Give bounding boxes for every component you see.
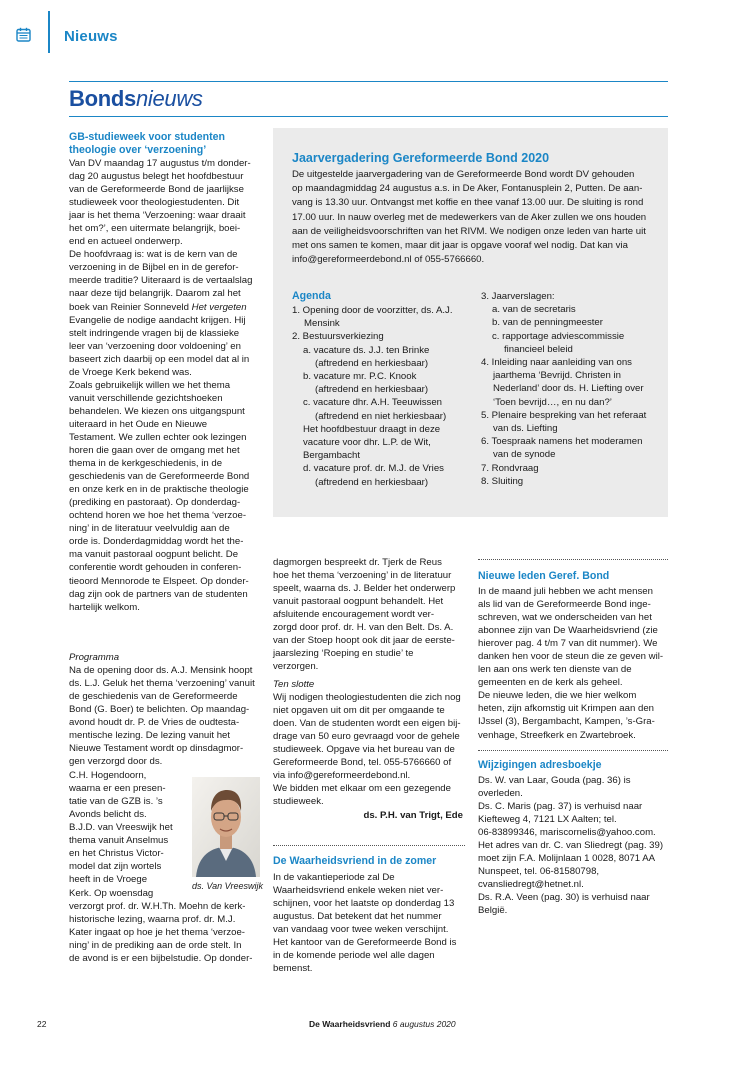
body-line: venhage, Streefkerk en Zwartebroek. (478, 729, 636, 741)
waarheidsvriend-body (273, 871, 473, 975)
body-line: en het Christus Victor- (69, 848, 164, 860)
title-rule-top (69, 81, 668, 82)
body-line: Testament. We zullen echter ook lezingen (69, 431, 247, 443)
agenda-item: ‘Toen bevrijd…, en nu dan?’ (493, 396, 612, 408)
body-line: waarna er een presen- (69, 783, 166, 795)
waarheidsvriend-title: De Waarheidsvriend in de zomer (273, 855, 437, 867)
body-line: drage van 50 euro gevraagd voor de gehele (273, 731, 460, 743)
calendar-icon (16, 27, 31, 42)
agenda-item: 4. Inleiding naar aanleiding van ons (481, 357, 632, 369)
body-line: van de Gereformeerde Bond de jaarlijkse (69, 184, 244, 196)
body-line: dag 20 augustus belegt het hoofdbestuur (69, 171, 244, 183)
jaarvergadering-title: Jaarvergadering Gereformeerde Bond 2020 (292, 151, 550, 165)
photo-caption: ds. Van Vreeswijk (192, 881, 264, 891)
body-line: zorgd door prof. dr. H. van den Belt. Ds. A. (273, 622, 454, 634)
body-line: cvansliedregt@hetnet.nl. (478, 879, 584, 891)
body-line: van vandaag voor twee weken verschijnt. (273, 924, 449, 936)
body-line: als lid van de Gereformeerde Bond inge- (478, 599, 651, 611)
body-line: Nieuwe Testament wordt op dinsdagmor- (69, 743, 244, 755)
body-line: baseert zich daarbij op een model dat al in (69, 353, 250, 365)
body-line: hierover pag. 4 t/m 7 van dit nummer). We (478, 638, 658, 650)
title-rule-bottom (69, 116, 668, 117)
adresboekje-body (478, 774, 678, 918)
agenda-item: c. vacature dhr. A.H. Teeuwissen (303, 397, 443, 409)
body-line: danken hen voor de steun die ze geven wil- (478, 651, 664, 663)
body-line: In de vakantieperiode zal De (273, 872, 395, 883)
separator (273, 845, 465, 846)
body-line: het om?’, een uitermate belangrijk, boei- (69, 223, 241, 235)
body-line: C.H. Hogendoorn, (69, 770, 147, 781)
ten-slotte-body (273, 691, 473, 808)
body-line: studieweek voor theologiestudenten. Dit (69, 197, 240, 209)
page-number: 22 (37, 1019, 47, 1029)
body-line: de geschiedenis van de Gereformeerde (69, 691, 238, 703)
agenda-item: 3. Jaarverslagen: (481, 291, 555, 302)
body-line: overleden. (478, 788, 523, 800)
agenda-item: 6. Toespraak namens het moderamen (481, 436, 643, 448)
body-line: Het adres van dr. C. van Sliedregt (pag. 39) (478, 840, 664, 852)
body-line: en onze kerk en in de praktische theologie (69, 484, 249, 496)
agenda-list-right (481, 290, 661, 488)
section-label: Nieuws (64, 28, 118, 45)
agenda-item: 7. Rondvraag (481, 462, 539, 474)
agenda-list-left (292, 304, 472, 489)
body-line: De uitgestelde jaarvergadering van de Gereformeerde Bond wordt DV gehouden (292, 169, 635, 180)
body-line: abonnee zijn van De Waarheidsvriend (zie (478, 625, 658, 637)
agenda-item: van ds. Liefting (493, 423, 558, 435)
body-line: ma vanuit pastoraal oogpunt belicht. De (69, 549, 239, 561)
agenda-item: 2. Bestuursverkiezing (292, 331, 384, 343)
nieuwe-leden-title: Nieuwe leden Geref. Bond (478, 570, 610, 582)
body-line: bemenst. (273, 963, 313, 975)
agenda-item: d. vacature prof. dr. M.J. de Vries (303, 463, 444, 475)
agenda-item: van de synode (493, 449, 556, 461)
body-line: doen. Van de studenten wordt een eigen bij- (273, 718, 461, 730)
body-line: B.J.D. van Vreeswijk het (69, 822, 173, 834)
body-line: model dat zijn wortels (69, 861, 162, 873)
agenda-item: (aftredend en niet herkiesbaar) (315, 410, 447, 422)
studieweek-body (69, 157, 269, 614)
body-line: Van DV maandag 17 augustus t/m donder- (69, 158, 251, 169)
body-line: op maandagmiddag 24 augustus a.s. in De Aker, Fontanusplein 2, Putten. De aan- (292, 183, 643, 195)
body-line: verzoening in de Bijbel en in de gerefor- (69, 262, 239, 274)
body-line: met ons samen te komen, maar dit jaar is opgave vooraf wel nodig. Dat kan via (292, 240, 628, 252)
body-line: len aan ons werk ten dienste van de (478, 664, 632, 676)
body-line: naar deze tijd belangrijk. Daarom zal het (69, 288, 241, 300)
body-line: tatie van de GZB is. ’s (69, 796, 163, 808)
body-line: niet opgaven uit om dit per omgaande te (273, 705, 445, 717)
body-line: 17.00 uur. In nauw overleg met de medewerkers van de Aker zullen we ons houden (292, 211, 647, 223)
body-line: Evangelie de nodige aandacht krijgen. Hij (69, 314, 246, 326)
body-line: leer van ‘verzoening door voldoening’ en (69, 340, 241, 352)
studieweek-continued (273, 556, 473, 673)
body-line: Ds. W. van Laar, Gouda (pag. 36) is (478, 775, 631, 786)
agenda-item: 5. Plenaire bespreking van het referaat (481, 409, 647, 421)
body-line: gemeenten en de kerk als geheel. (478, 677, 623, 689)
body-line: boek van Reinier Sonneveld Het vergeten (69, 301, 247, 313)
body-line: ochtend horen we hoe het thema ‘verzoe- (69, 510, 247, 522)
agenda-item: c. rapportage adviescommissie (492, 330, 625, 342)
body-line: heten, zijn afkomstig uit Krimpen aan den (478, 703, 654, 715)
body-line: Nunspeet, tel. 06-81580798, (478, 866, 600, 878)
body-line: uiteraard in het Oude en Nieuwe (69, 418, 208, 430)
body-line: IJssel (3), Bergambacht, Kampen, ’s-Gra- (478, 716, 655, 728)
agenda-item: jaarthema ‘Bevrijd. Christen in (493, 370, 621, 382)
body-line: vang is 13.30 uur. Ontvangst met koffie en thee vanaf 13.00 uur. De sluiting is rond (292, 197, 644, 209)
body-line: Zoals gebruikelijk willen we het thema (69, 379, 231, 391)
agenda-item: b. vacature mr. P.C. Knook (303, 371, 417, 383)
body-line: Kiefteweg 4, 7121 LX Aalten; tel. (478, 814, 617, 826)
body-line: in de komende periode wel alle dagen (273, 950, 435, 962)
body-line: info@gereformeerdebond.nl of 055-5766660. (292, 254, 485, 266)
body-line: verzorgt prof. dr. W.H.Th. Moehn de kerk- (69, 901, 246, 913)
body-line: hartelijk welkom. (69, 601, 140, 613)
body-line: Kerk. Op woensdag (69, 888, 154, 899)
body-line: De nieuwe leden, die we hier welkom (478, 690, 637, 702)
separator (478, 750, 668, 751)
body-line: Na de opening door ds. A.J. Mensink hoopt (69, 665, 253, 676)
body-line: thema in de kerkgeschiedenis, in de (69, 458, 223, 470)
body-line: moet zijn F.A. Molijnlaan 1 0028, 8071 AA (478, 853, 656, 865)
publication-footer: De Waarheidsvriend 6 augustus 2020 (309, 1019, 456, 1029)
body-line: In de maand juli hebben we acht mensen (478, 586, 653, 597)
body-line: Gereformeerde Bond, tel. 055-5766660 of (273, 757, 452, 769)
body-line: behandelen. We kiezen ons uitgangspunt (69, 405, 245, 417)
body-line: Avonds belicht ds. (69, 809, 147, 821)
programma-heading: Programma (69, 652, 120, 663)
agenda-item: (aftredend en herkiesbaar) (315, 476, 429, 488)
body-line: jaarslezing ‘Roeping en studie’ te (273, 648, 414, 660)
body-line: afsluitende encouragement wordt ver- (273, 609, 435, 621)
header-divider (48, 11, 50, 53)
agenda-item: Het hoofdbestuur draagt in deze (303, 423, 441, 435)
programma-body (69, 664, 269, 768)
body-line: thema vanuit Anselmus (69, 835, 169, 847)
studieweek-title: GB-studieweek voor studenten theologie over ‘verzoening’ (69, 131, 225, 156)
body-line: hoe het thema ‘verzoening’ in de literatuur (273, 570, 452, 582)
body-line: Ds. C. Maris (pag. 37) is verhuisd naar (478, 801, 643, 813)
body-line: avond houdt dr. P. de Vries de oudtesta- (69, 717, 240, 729)
body-line: 06-83899346, mariscornelis@yahoo.com. (478, 827, 656, 839)
body-line: Wij nodigen theologiestudenten die zich nog (273, 692, 461, 703)
body-line: aan de veiligheidsvoorschriften van het RIVM. We nodigen onze leden van harte uit (292, 225, 646, 237)
programma-body-tail (69, 887, 274, 965)
jaarvergadering-intro (292, 168, 654, 267)
body-line: tieoord Mennorode te Elspeet. Op donder- (69, 575, 249, 587)
agenda-item: financieel beleid (504, 343, 573, 355)
body-line: de avond is er een bijbelstudie. Op donder- (69, 953, 253, 965)
body-line: Ds. R.A. Veen (pag. 30) is verhuisd naar (478, 892, 650, 904)
agenda-item: (aftredend en herkiesbaar) (315, 384, 429, 396)
agenda-item: vacature voor dhr. L.P. de Wit, (303, 437, 431, 449)
body-line: geschiedenis van de Gereformeerde Bond (69, 471, 250, 483)
body-line: historische lezing, waarna prof. dr. M.J. (69, 914, 236, 926)
adresboekje-title: Wijzigingen adresboekje (478, 759, 602, 771)
page-title: Bondsnieuws (69, 86, 203, 111)
body-line: dag zijn ook de partners van de studenten (69, 588, 248, 600)
body-line: mentische lezing. De lezing vanuit het (69, 730, 231, 742)
body-line: jaar is het thema ‘Verzoening: waar draait (69, 210, 246, 222)
body-line: vanuit verschillende gezichtshoeken (69, 392, 223, 404)
agenda-item: Nederland’ door ds. H. Liefting over (493, 383, 644, 395)
body-line: horen die gaan over de omgang met het (69, 445, 240, 457)
body-line: Kater ingaat op hoe je het thema ‘verzoe- (69, 927, 245, 939)
body-line: conferentie wordt gehouden in conferen- (69, 562, 242, 574)
body-line: Bond (G. Boer) te belichten. Op maandag- (69, 704, 250, 716)
signature: ds. P.H. van Trigt, Ede (363, 810, 463, 821)
body-line: (prediking en pastoraat). Op donderdag- (69, 497, 241, 509)
ten-slotte-heading: Ten slotte (273, 679, 315, 690)
agenda-item: 8. Sluiting (481, 475, 524, 487)
agenda-item: a. van de secretaris (492, 304, 576, 316)
body-line: Waarheidsvriend enkele weken niet ver- (273, 885, 444, 897)
body-line: De hoofdvraag is: wat is de kern van de (69, 249, 238, 261)
body-line: dagmorgen bespreekt dr. Tjerk de Reus (273, 557, 442, 568)
body-line: ning’ in de prediking aan de orde stelt. In (69, 940, 242, 952)
body-line: orde is. Donderdagmiddag wordt het the- (69, 536, 244, 548)
portrait-photo (192, 777, 260, 877)
body-line: speelt, waarna ds. J. Belder het onderwerp (273, 583, 456, 595)
body-line: studieweek. Opgave via het bureau van de (273, 744, 455, 756)
body-line: schijnen, voor het laatste op donderdag 13 (273, 898, 455, 910)
body-line: studieweek. (273, 796, 324, 808)
agenda-title: Agenda (292, 290, 331, 302)
nieuwe-leden-body (478, 585, 673, 742)
body-line: de Vroege Kerk bekend was. (69, 366, 192, 378)
body-line: verzorgen. (273, 661, 319, 673)
body-line: stelt indringende vragen bij de klassieke (69, 327, 240, 339)
body-line: via info@gereformeerdebond.nl. (273, 770, 411, 782)
body-line: schreven, wat we onderscheiden van het (478, 612, 652, 624)
programma-body-narrow (69, 769, 191, 886)
agenda-item: a. vacature ds. J.J. ten Brinke (303, 344, 430, 356)
agenda-item: b. van de penningmeester (492, 317, 603, 329)
body-line: augustus. Dat betekent dat het nummer (273, 911, 442, 923)
separator (478, 559, 668, 560)
body-line: heeft in de Vroege (69, 874, 148, 886)
body-line: van der Stoep hoopt ook dit jaar de eerste- (273, 635, 455, 647)
agenda-item: (aftredend en herkiesbaar) (315, 357, 429, 369)
agenda-item: Mensink (304, 318, 340, 330)
body-line: ds. L.J. Geluk het thema ‘verzoening’ vanuit (69, 678, 255, 690)
body-line: België. (478, 905, 508, 917)
body-line: We bidden met elkaar om een gezegende (273, 783, 451, 795)
body-line: vanuit pastoraal oogpunt behandelt. Het (273, 596, 444, 608)
body-line: gen verzorgd door ds. (69, 756, 163, 768)
body-line: end en actueel onderwerp. (69, 236, 183, 248)
agenda-item: 1. Opening door de voorzitter, ds. A.J. (292, 305, 453, 316)
body-line: Het kantoor van de Gereformeerde Bond is (273, 937, 457, 949)
agenda-item: Bergambacht (303, 450, 361, 462)
body-line: meerde traditie? Uiteraard is de vertaalslag (69, 275, 253, 287)
body-line: ning’ in de literatuur veelvuldig aan de (69, 523, 230, 535)
